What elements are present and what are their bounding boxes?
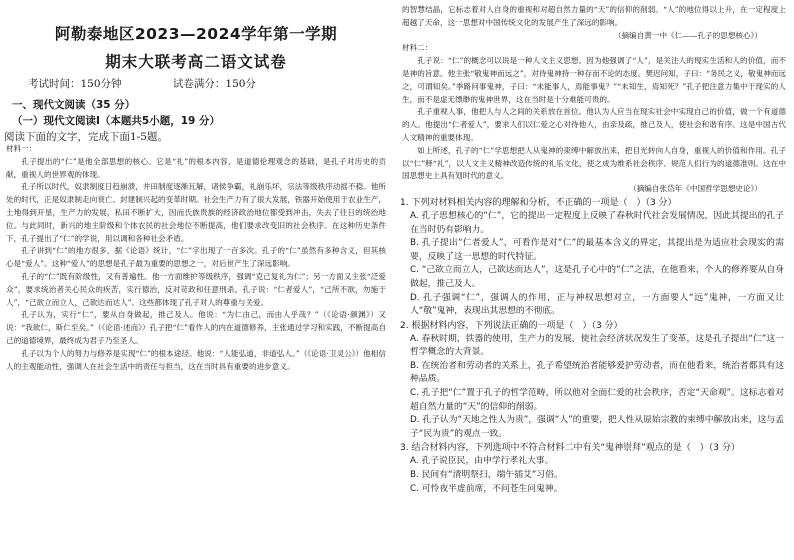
question-2-option-d: D. 孔子认为“天地之性人为贵”，强调“人”的重要，把人性从原始宗教的束缚中解放出来，这与孟子“民为贵”的观点一致。 [410,415,784,439]
question-1-option-d: D. 孔子强调“仁”，强调人的作用，正与神权思想对立，一方面要人“远”鬼神，一方面又让人“敬”鬼神，表现出其思想的不彻底。 [410,292,784,317]
question-2-stem: 2. 根据材料内容，下列说法正确的一项是（ ）（3 分） [400,320,623,331]
question-1-option-c: C. “己欲立而立人，己欲达而达人”，这是孔子心中的“仁”之法，在他看来，个人的修养要从自身做起，推己及人。 [410,265,784,289]
material2-paragraph: 孔子重视人事，他把人与人之间的关系放在首位。他认为人应当在现实社会中实现自己的价值，做一个有道德的人。他提出“仁者爱人”，要求人们以仁爱之心对待他人，由亲及疏，推己及人，使社会和谐有序。这是中国古代人文精神的重要体现。 [402,107,786,142]
question-3-option-c: C. 可怜夜半虚前席，不问苍生问鬼神。 [410,483,563,494]
question-3-option-b: B. 民间有“清明祭扫，端午插艾”习俗。 [410,470,563,481]
material2-label: 材料二： [402,43,433,53]
question-2-option-a: A. 春秋时期，铁器的使用，生产力的发展，使社会经济状况发生了变革，这是孔子提出“仁”这一哲学概念的大背景。 [410,333,784,358]
material1-paragraph: 孔子认为，实行“仁”，要从自身做起，推己及人。他说：“为仁由己，而由人乎哉？”（《论语·颜渊》）又说：“我欲仁，斯仁至矣。”（《论语·述而》）孔子把“仁”看作人的内在道德修养，主张通过学习和实践，不断提高自己的道德境界，最终成为君子乃至圣人。 [6,310,386,345]
question-2-option-c: C. 孔子把“仁”置于孔子的哲学范畴，所以他对全面仁爱的社会秩序，否定“天命观”。这标志着对超自然力量的“天”的信仰的削弱。 [410,388,784,412]
exam-title-line2: 期末大联考高二语文试卷 [105,53,287,71]
section-subheading: （一）现代文阅读Ⅰ（本题共5小题，19 分） [12,115,220,127]
question-3-option-a: A. 孔子说臣民，由申学行孝礼大事。 [410,456,554,467]
section-heading: 一、现代文阅读（35 分） [12,99,136,111]
material1-paragraph: 孔子讲到“仁”的地方很多，据《论语》统计，“仁”字出现了一百多次。孔子的“仁”虽然有多种含义，但其核心是“爱人”。这种“爱人”的思想是孔子最为重要的思想之一，对后世产生了深远影响。 [6,246,386,269]
reading-instruction: 阅读下面的文字，完成下面1-5题。 [4,131,168,143]
question-2-option-b: B. 在统治者和劳动者的关系上，孔子希望统治者能够爱护劳动者，而在他看来，统治者都具有这种品质。 [410,360,784,385]
exam-meta [2,76,390,92]
question-3-stem: 3. 结合材料内容，下列选项中不符合材料二中有关“鬼神崇拜”观点的是（ ）（3 分） [400,443,740,454]
exam-time: 考试时间：150分钟 [28,78,122,90]
exam-title-line1: 阿勒泰地区2023—2024学年第一学期 [54,25,338,43]
material1-paragraph: 孔子所以时代，奴隶制度日趋崩溃，井田制度逐渐瓦解，诸侯争霸，礼崩乐坏，宗法等级秩序动摇不稳。他所处的时代，正是奴隶制走向衰亡、封建制兴起的变革时期。社会生产力有了很大发展，铁器开始使用于农业生产，土地得到开垦，生产力的发展，私田不断扩大，因而氏族贵族的经济政治地位都受到冲击，失去了往日的统治地位。与此同时，新兴的地主阶级和个体农民的社会地位不断提高，他们要求改变旧的社会秩序。在这种历史条件下，孔子提出了“仁”的学说，用以调和各种社会矛盾。 [6,182,386,243]
material1-paragraph: 孔子的“仁”既有阶级性，又有普遍性。他一方面维护等级秩序，强调“克己复礼为仁”；另一方面又主张“泛爱众”，要求统治者关心民众的疾苦，实行德治，反对苛政和任意刑杀。孔子说：“仁者爱人”，“己所不欲，勿施于人”，“己欲立而立人，己欲达而达人”。这些都体现了孔子对人的尊重与关爱。 [6,271,386,307]
material2-source: （摘编自张岱年《中国哲学思想史论》） [629,184,762,194]
left-column [2,0,390,560]
exam-score: 试卷满分：150分 [172,78,256,90]
material1-paragraph: 孔子以为个人的努力与修养是实现“仁”的根本途径。他说：“人能弘道，非道弘人。”（《论语·卫灵公》）他相信人的主观能动性，强调人在社会生活中的责任与担当，这在当时具有重要的进步意义。 [6,348,386,371]
material1-label: 材料一： [6,144,37,153]
question-1-option-b: B. 孔子提出“仁者爱人”，可看作是对“仁”的最基本含义的界定，其提出是为适应社会现实的需要，反映了这一思想的时代特征。 [410,238,784,262]
right-column [398,0,790,560]
material2-paragraph: 孔子说：“仁”的概念可以说是一种人文主义思想。因为他强调了“人”，是关注人的现实生活和人的价值，而不是神的旨意。他主张“敬鬼神而远之”，对待鬼神持一种存而不论的态度。樊迟问知，子曰：“务民之义，敬鬼神而远之，可谓知矣。”季路问事鬼神，子曰：“未能事人，焉能事鬼？”“未知生，焉知死？”孔子把注意力集中于现实的人生，而不是虚无缥缈的鬼神世界，这在当时是十分难能可贵的。 [402,56,786,104]
material1-continuation: 的智慧结晶，它标志着对人自身的重视和对超自然力量的“天”的信仰的削弱。“人”的地位得以上升，在一定程度上超越了天命，这一思想对中国传统文化的发展产生了深远的影响。 [402,5,786,27]
question-1-option-a: A. 孔子思想核心的“仁”，它的提出一定程度上反映了春秋时代社会发展情况，因此其提出的孔子在当时仍有影响力。 [410,210,784,235]
question-1-stem: 1. 下列对材料相关内容的理解和分析，不正确的一项是（ ）（3 分） [400,197,677,208]
material1-source: （摘编自黄一中《仁——孔子的思想核心》） [613,30,762,40]
material1-paragraph: 孔子提出的“仁”是他全部思想的核心。它是“礼”的根本内容，是道德伦理观念的基础，是孔子对历史的贡献，重视人的世界观的体现。 [6,156,386,179]
material2-paragraph: 如上所述，孔子的“仁”学思想把人从鬼神的束缚中解放出来，把目光转向人自身，重视人的价值和作用。孔子以“仁”释“礼”，以人文主义精神改造传统的礼乐文化，使之成为维系社会秩序、规范人们行为的道德准则。这在中国思想史上具有划时代的意义。 [402,145,786,181]
